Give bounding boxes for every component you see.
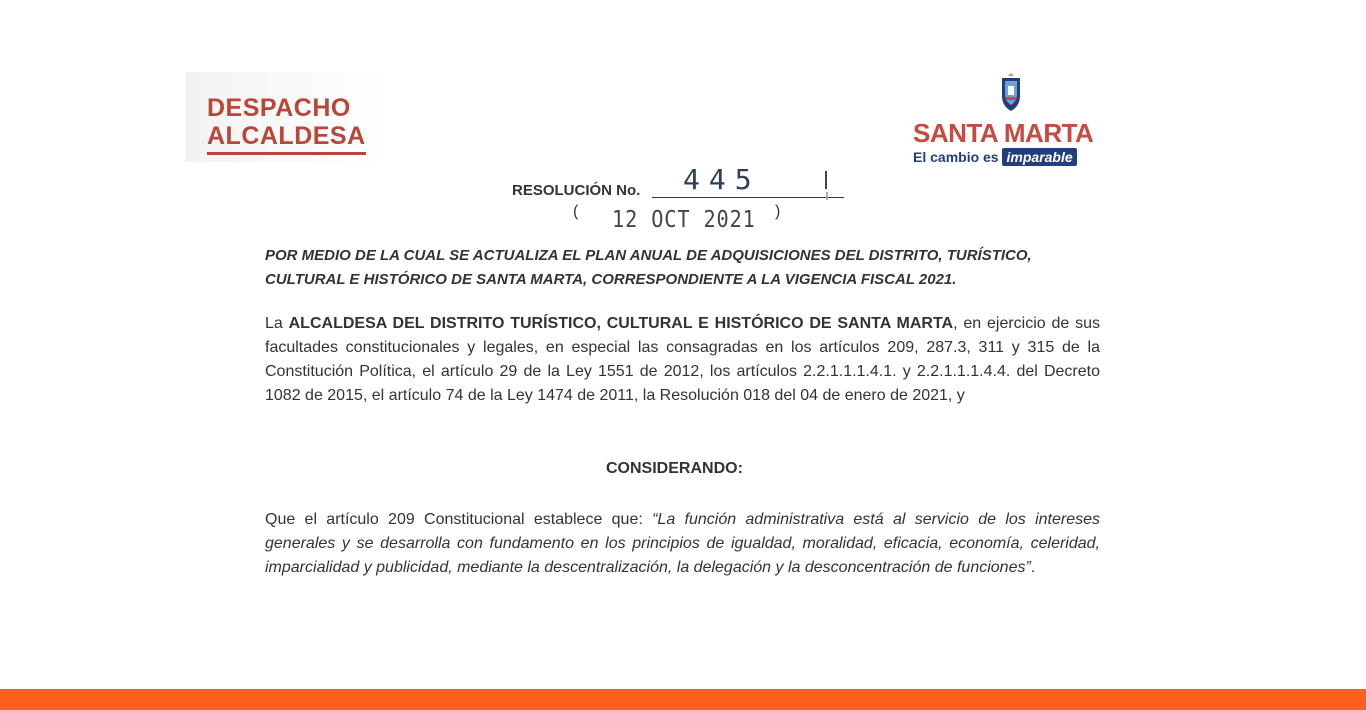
preamble-lead: La <box>265 315 283 332</box>
stamp-mark <box>825 171 827 189</box>
stamp-mark-lower <box>826 192 828 200</box>
resolution-underline <box>652 197 844 198</box>
resolution-subject: POR MEDIO DE LA CUAL SE ACTUALIZA EL PLAN ANUAL DE ADQUISICIONES DEL DISTRITO, TURÍSTICO, CULTURAL E HISTÓRICO DE SANTA MARTA, CORRESPONDIENTE A LA VIGENCIA FISCAL 2021. <box>265 247 1032 288</box>
brand-name: SANTA MARTA <box>913 118 1094 148</box>
considerando-quote: “La función administrativa está al servicio de los intereses generales y se desarrolla con fundamento en los principios de igualdad, moralidad, eficacia, economía, celeridad, imparcialidad y publicidad, mediante la descentralización, la delegación y la desconcentración de funciones” <box>265 511 1101 576</box>
considerando-intro: Que el artículo 209 Constitucional establece que: <box>265 511 653 528</box>
santa-marta-logo <box>905 72 1120 172</box>
coat-of-arms-icon <box>1000 72 1022 112</box>
despacho-line2: ALCALDESA <box>207 122 366 155</box>
tagline-highlight: imparable <box>1002 148 1076 166</box>
bottom-accent-bar <box>0 689 1366 710</box>
resolution-date: 12 OCT 2021 <box>612 207 756 233</box>
date-paren-open: ( <box>573 203 579 220</box>
preamble-paragraph <box>265 312 1100 408</box>
considerando-end: . <box>1030 559 1036 576</box>
preamble-rest: , en ejercicio de sus facultades constitucionales y legales, en especial las consagradas en los artículos 209, 287.3, 311 y 315 de la Constitución Política, el artículo 29 de la Ley 1551 de 2012, los artículos 2.2.1.1.1.4.1. y 2.2.1.1.1.4.4. del Decreto 1082 de 2015, el artículo 74 de la Ley 1474 de 2011, la Resolución 018 del 04 de enero de 2021, y <box>265 315 1101 404</box>
despacho-line1: DESPACHO <box>207 94 351 122</box>
resolution-number: 445 <box>683 163 761 196</box>
considerando-paragraph <box>265 508 1100 580</box>
date-paren-close: ) <box>775 203 781 220</box>
resolution-label: RESOLUCIÓN No. <box>512 182 641 199</box>
brand-tagline <box>913 149 1077 165</box>
considerando-heading: CONSIDERANDO: <box>606 460 743 477</box>
tagline-prefix: El cambio es <box>913 149 999 165</box>
preamble-authority: ALCALDESA DEL DISTRITO TURÍSTICO, CULTURAL E HISTÓRICO DE SANTA MARTA <box>288 315 954 332</box>
despacho-alcaldesa-logo <box>207 94 366 155</box>
